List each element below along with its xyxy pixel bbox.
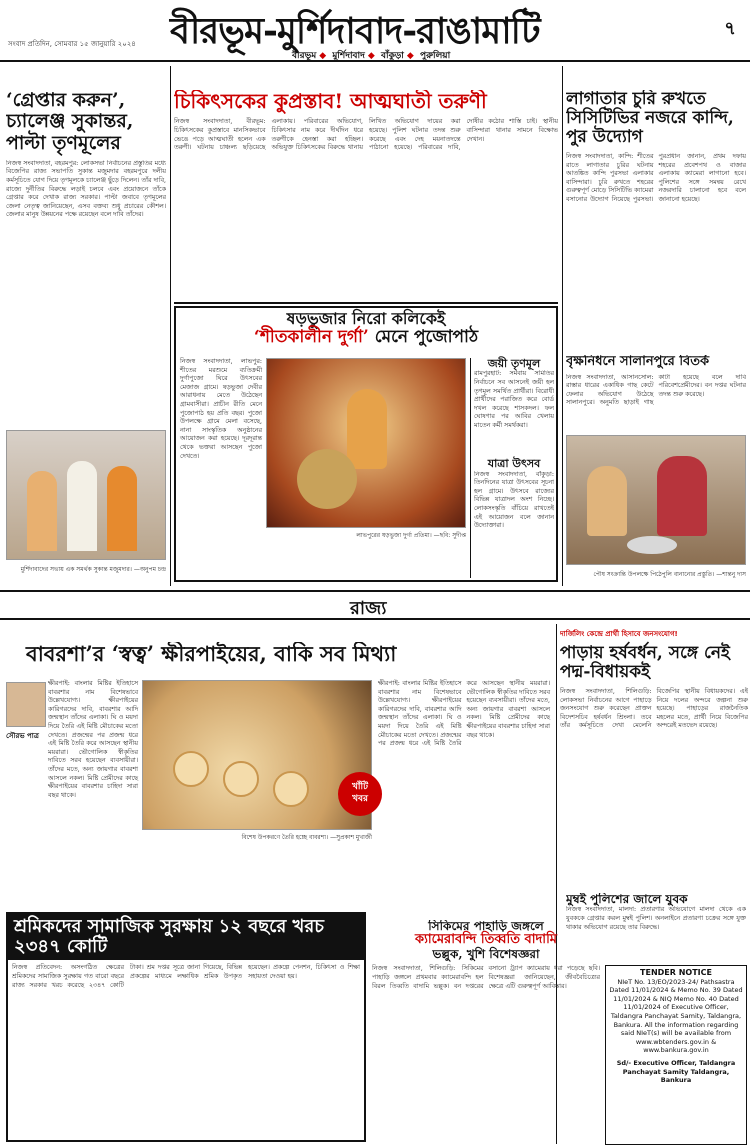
badge-line1: খাঁটি (352, 782, 368, 792)
story-doctor (174, 90, 558, 295)
headline: শ্রমিকদের সামাজিক সুরক্ষায় ১২ বছরে খরচ ২৩৪৭ কোটি (8, 914, 364, 960)
district-list: বীরভূম ◆ মুর্শিদাবাদ ◆ বাঁকুড়া ◆ পুরুলিয়া (292, 51, 451, 61)
headline: মুম্বই পুলিশের জালে যুবক (566, 893, 688, 906)
masthead-title: বীরভূম-মুর্শিদাবাদ-রাঙামাটি (170, 10, 540, 52)
tender-signature: Sd/- Executive Officer, Taldangra Panchayat Samity Taldangra, Bankura (616, 1058, 736, 1085)
story-mumbai (566, 893, 746, 961)
sub-body: নিজস্ব সংবাদদাতা, বাঁকুড়া: তিনদিনের যাত্রা উৎসবের সূচনা হল গ্রামে। উৎসবে রাজ্যের বিভিন্ন যাত্রাদল অংশ নিচ্ছে। লোকসংস্কৃতি বাঁচিয়ে রাখতেই এই আয়োজন বলে জানান উদ্যোক্তারা। (474, 470, 554, 530)
article-body: নিজস্ব সংবাদদাতা, মালদা: প্রতারণার অভিযোগে মালদা থেকে এক যুবককে গ্রেপ্তার করল মুম্বই পুলিশ। অনলাইনে প্রতারণা চক্রের সঙ্গে যুক্ত থাকার অভিযোগ রয়েছে তার বিরুদ্ধে। (566, 906, 746, 931)
story-theft (566, 90, 746, 350)
section-banner (0, 590, 750, 620)
sub-body: রামপুরহাট: সমবায় সমিতির নির্বাচনে সব আসনেই জয়ী হল তৃণমূল সমর্থিত প্রার্থীরা। বিরোধী প্রার্থীদের পরাজিত করে বোর্ড দখল করেছে শাসকদল। ফল ঘোষণার পর আবির খেলায় মাতেন কর্মী সমর্থকরা। (474, 370, 554, 429)
headline-line3: ভল্লুক, খুশি বিশেষজ্ঞরা (432, 946, 540, 961)
article-body: নিজস্ব প্রতিবেদন: অসংগঠিত ক্ষেত্রের শ্রমিকদের সামাজিক সুরক্ষায় গত বারো বছরে রাজ্য সরকার খরচ করেছে ২৩৪৭ কোটি টাকা। শ্রম দপ্তর সূত্রে জানা গিয়েছে, বিভিন্ন প্রকল্পের মাধ্যমে লক্ষাধিক শ্রমিক উপকৃত হয়েছেন। প্রকল্পে পেনশন, চিকিৎসা ও শিক্ষা সহায়তা দেওয়া হয়। (12, 964, 360, 989)
article-body-cont: ক্ষীরপাই: বাংলার মিষ্টির ইতিহাসে বাবরশার নাম বিশেষভাবে উল্লেখযোগ্য। ক্ষীরপাইয়ের কারিগরদের দাবি, বাবরশার আদি জন্মস্থান তাঁদের এলাকা। ঘি ও ময়দা দিয়ে তৈরি এই মিষ্টি মৌচাকের মতো দেখতে। প্রজন্মের পর প্রজন্ম ধরে এই মিষ্টি তৈরি করে আসছেন স্থানীয় ময়রারা। ভৌগোলিক স্বীকৃতির দাবিতে সরব হয়েছেন ব্যবসায়ীরা। তাঁদের মতে, অন্য জায়গার বাবরশা আসলে নকল। মিষ্টি প্রেমীদের কাছে ক্ষীরপাইয়ের বাবরশার চাহিদা সারা বছর থাকে। (378, 680, 551, 748)
article-body: ক্ষীরপাই: বাংলার মিষ্টির ইতিহাসে বাবরশার নাম বিশেষভাবে উল্লেখযোগ্য। ক্ষীরপাইয়ের কারিগরদের দাবি, বাবরশার আদি জন্মস্থান তাঁদের এলাকা। ঘি ও ময়দা দিয়ে তৈরি এই মিষ্টি মৌচাকের মতো দেখতে। প্রজন্মের পর প্রজন্ম ধরে এই মিষ্টি তৈরি করে আসছেন স্থানীয় ময়রারা। ভৌগোলিক স্বীকৃতির দাবিতে সরব হয়েছেন ব্যবসায়ীরা। তাঁদের মতে, অন্য জায়গার বাবরশা আসলে নকল। মিষ্টি প্রেমীদের কাছে ক্ষীরপাইয়ের বাবরশার চাহিদা সারা বছর থাকে। (48, 680, 138, 799)
byline: সৌরভ পাত্র (6, 732, 39, 740)
district-item: বাঁকুড়া (380, 51, 404, 61)
rally-photo (6, 430, 166, 560)
headline: ‘গ্রেপ্তার করুন’, চ্যালেঞ্জ সুকান্তর, পাল্টা তৃণমূলের (6, 90, 134, 154)
article-body: নিজস্ব সংবাদদাতা, আসানসোল: রাস্তার ধারের একাধিক গাছ কেটে ফেলার অভিযোগ উঠেছে সালানপুরে। অনুমতি ছাড়াই গাছ কাটা হয়েছে বলে দাবি পরিবেশপ্রেমীদের। বন দপ্তর ঘটনার তদন্ত শুরু করেছে। (566, 373, 746, 407)
badge-line2: খবর (352, 794, 368, 804)
date-line: সংবাদ প্রতিদিন, সোমবার ১৫ জানুয়ারি ২০২৪ (8, 40, 136, 48)
story-salanpur (566, 355, 746, 585)
sweets-photo (142, 680, 372, 830)
headline-line3: মেনে পুজোপাঠ (374, 326, 479, 347)
photo-caption: বিশেষ উপকরণে তৈরি হচ্ছে বাবরশা। —সুপ্রকাশ মুখার্জী (241, 834, 372, 841)
article-body: নিজস্ব সংবাদদাতা, বীরভূম: চিকিৎসকের কুপ্রস্তাবে মানসিকভাবে ভেঙে পড়ে আত্মঘাতী হলেন এক তরুণী। ঘটনায় চাঞ্চল্য ছড়িয়েছে এলাকায়। পরিবারের অভিযোগ, চিকিৎসার নাম করে দীর্ঘদিন ধরে তরুণীকে হেনস্তা করা হচ্ছিল। অভিযুক্ত চিকিৎসকের বিরুদ্ধে থানায় লিখিত অভিযোগ দায়ের করা হয়েছে। পুলিশ ঘটনার তদন্ত শুরু করেছে এবং দেহ ময়নাতদন্তে পাঠানো হয়েছে। পরিবারের দাবি, দোষীর কঠোর শাস্তি চাই। স্থানীয় বাসিন্দারা থানার সামনে বিক্ষোভ দেখান। (174, 118, 558, 152)
tender-notice (605, 965, 747, 1145)
headline: চিকিৎসকের কুপ্রস্তাব! আত্মঘাতী তরুণী (174, 90, 487, 113)
article-body: নিজস্ব সংবাদদাতা, শিলিগুড়ি: লোকসভা নির্বাচনের আগে পাহাড়ে জনসংযোগ শুরু করেছেন প্রাক্তন বিদেশসচিব হর্ষবর্ধন শ্রিংলা। তবে তাঁর কর্মসূচিতে দেখা মেলেনি বিজেপির স্থানীয় বিধায়কদের। এই নিয়ে দলের অন্দরে জল্পনা শুরু হয়েছে। পাহাড়ের রাজনৈতিক মহলের মতে, প্রার্থী নিয়ে বিজেপির অন্দরেই মতভেদ রয়েছে। (560, 688, 748, 730)
story-durga (174, 306, 558, 582)
photo-caption: পৌষ সংক্রান্তি উপলক্ষে পিঠেপুলি বানানোর প্রস্তুতি। —শান্তনু দাস (593, 571, 746, 578)
headline-line1: ষড়ভুজার নিরো কলিকেই (286, 309, 446, 328)
headline: লাগাতার চুরি রুখতে সিসিটিভির নজরে কান্দি, পুর উদ্যোগ (566, 90, 734, 148)
story-mumbai-spacer (566, 960, 602, 1140)
durga-photo (266, 358, 466, 528)
article-body: নিজস্ব সংবাদদাতা, লাভপুর: শীতের মরশুমে ব্যতিক্রমী দুর্গাপুজো ঘিরে উৎসবের মেজাজ গ্রামে। ষড়ভুজা দেবীর আরাধনায় মেতে উঠেছেন গ্রামবাসীরা। প্রাচীন রীতি মেনে পুজোপাঠ হয় প্রতি বছর। পুজো উপলক্ষে গ্রামে মেলা বসেছে, নানা সাংস্কৃতিক অনুষ্ঠানের আয়োজন করা হয়েছে। দূরদূরান্ত থেকে ভক্তরা আসছেন পুজো দেখতে। (180, 358, 262, 460)
article-body: নিজস্ব সংবাদদাতা, কান্দি: শীতের রাতে লাগাতার চুরির ঘটনায় আতঙ্কিত কান্দি পুরসভা এলাকার বাসিন্দারা। চুরি রুখতে শহরের গুরুত্বপূর্ণ মোড়ে সিসিটিভি ক্যামেরা বসানোর উদ্যোগ নিয়েছে পুরসভা। পুরপ্রধান জানান, প্রথম দফায় শহরের প্রবেশপথ ও বাজার এলাকায় ক্যামেরা লাগানো হবে। পুলিশের সঙ্গে সমন্বয় রেখে নজরদারি চালানো হবে বলে জানানো হয়েছে। (566, 153, 746, 204)
tender-body: NIeT No. 13/EO/2023-24/ Pathsastra Dated 11/01/2024 & Memo No. 39 Dated 11/01/2024 & NIQ Memo No. 40 Dated 11/01/2024 of Executive Officer, Taldangra Panchayat Samity, Taldangra, Bankura. All the information regarding said NIeT(s) will be available from www.wbtenders.gov.in & www.bankura.gov.in (609, 977, 743, 1055)
headline: বাবরশা’র ‘স্বত্ব’ ক্ষীরপাইয়ের, বাকি সব মিথ্যা (26, 642, 397, 666)
district-item: বীরভূম (292, 51, 317, 61)
article-body: নিজস্ব সংবাদদাতা, বহরমপুর: লোকসভা নির্বাচনের প্রস্তুতির মধ্যে বিজেপির রাজ্য সভাপতি সুকান্ত মজুমদার বহরমপুরে দলীয় কর্মসূচিতে যোগ দিয়ে তৃণমূলকে চ্যালেঞ্জ ছুঁড়ে দিলেন। তাঁর দাবি, রাজ্যে দুর্নীতির বিরুদ্ধে লড়াই চলবে এবং প্রয়োজনে তাঁকে গ্রেপ্তার করে দেখাক রাজ্য সরকার। পাল্টা জবাবে তৃণমূলের জেলা নেতৃত্ব জানিয়েছেন, এসব বক্তব্য শুধু প্রচারের কৌশল। জেলার মানুষ উন্নয়নের পক্ষে রয়েছেন বলে দাবি তাঁদের। (6, 159, 166, 219)
sub-stories (474, 358, 554, 578)
sub-headline: যাত্রা উৎসব (487, 457, 541, 471)
byline-photo (6, 682, 46, 727)
headline: বৃক্ষনিধনে সালানপুরে বিতর্ক (566, 355, 710, 369)
photo-caption: লাভপুরের ষড়ভুজা দুর্গা প্রতিমা। —ছবি: সুদীপ্ত (356, 532, 466, 539)
masthead (0, 0, 750, 62)
story-workers (6, 912, 366, 1142)
district-item: মুর্শিদাবাদ (332, 51, 365, 61)
article-body: নিজস্ব সংবাদদাতা, শিলিগুড়ি: সিকিমের পাহাড়ি জঙ্গলে প্রথমবার ক্যামেরাবন্দি হল বিরল তিব্বতি বাদামি ভল্লুক। বন দপ্তরের বসানো ট্র্যাপ ক্যামেরায় ধরা পড়েছে ছবি। বিশেষজ্ঞরা জানিয়েছেন, জীববৈচিত্র্যের ক্ষেত্রে এটি গুরুত্বপূর্ণ আবিষ্কার। (372, 965, 600, 990)
story-grep (6, 90, 166, 580)
page-number: ৭ (724, 18, 736, 39)
headline-line2: ‘শীতকালীন দুর্গা’ (253, 326, 369, 347)
section-title: রাজ্য (350, 598, 387, 619)
khati-khobor-badge (338, 772, 382, 816)
headline-line1: সিকিমের পাহাড়ি জঙ্গলে (428, 920, 544, 933)
headline-line2: ক্যামেরাবন্দি তিব্বতি বাদামি (414, 932, 558, 948)
district-item: পুরুলিয়া (419, 51, 451, 61)
headline-block (176, 308, 556, 349)
sub-headline: জয়ী তৃণমূল (487, 357, 541, 370)
kicker: দার্জিলিং কেন্দ্রে প্রার্থী হিসাবে জনসংযোগ! (560, 630, 678, 638)
story-babarsha (6, 642, 552, 942)
photo-caption: মুর্শিদাবাদের সভায় এক সমর্থক সুকান্ত মজুমদার। —অনুপম চন্দ্র (20, 566, 166, 573)
pitha-photo (566, 435, 746, 565)
tender-title: TENDER NOTICE (640, 968, 712, 977)
headline: পাড়ায় হর্ষবর্ধন, সঙ্গে নেই পদ্ম-বিধায়কই (560, 643, 730, 683)
